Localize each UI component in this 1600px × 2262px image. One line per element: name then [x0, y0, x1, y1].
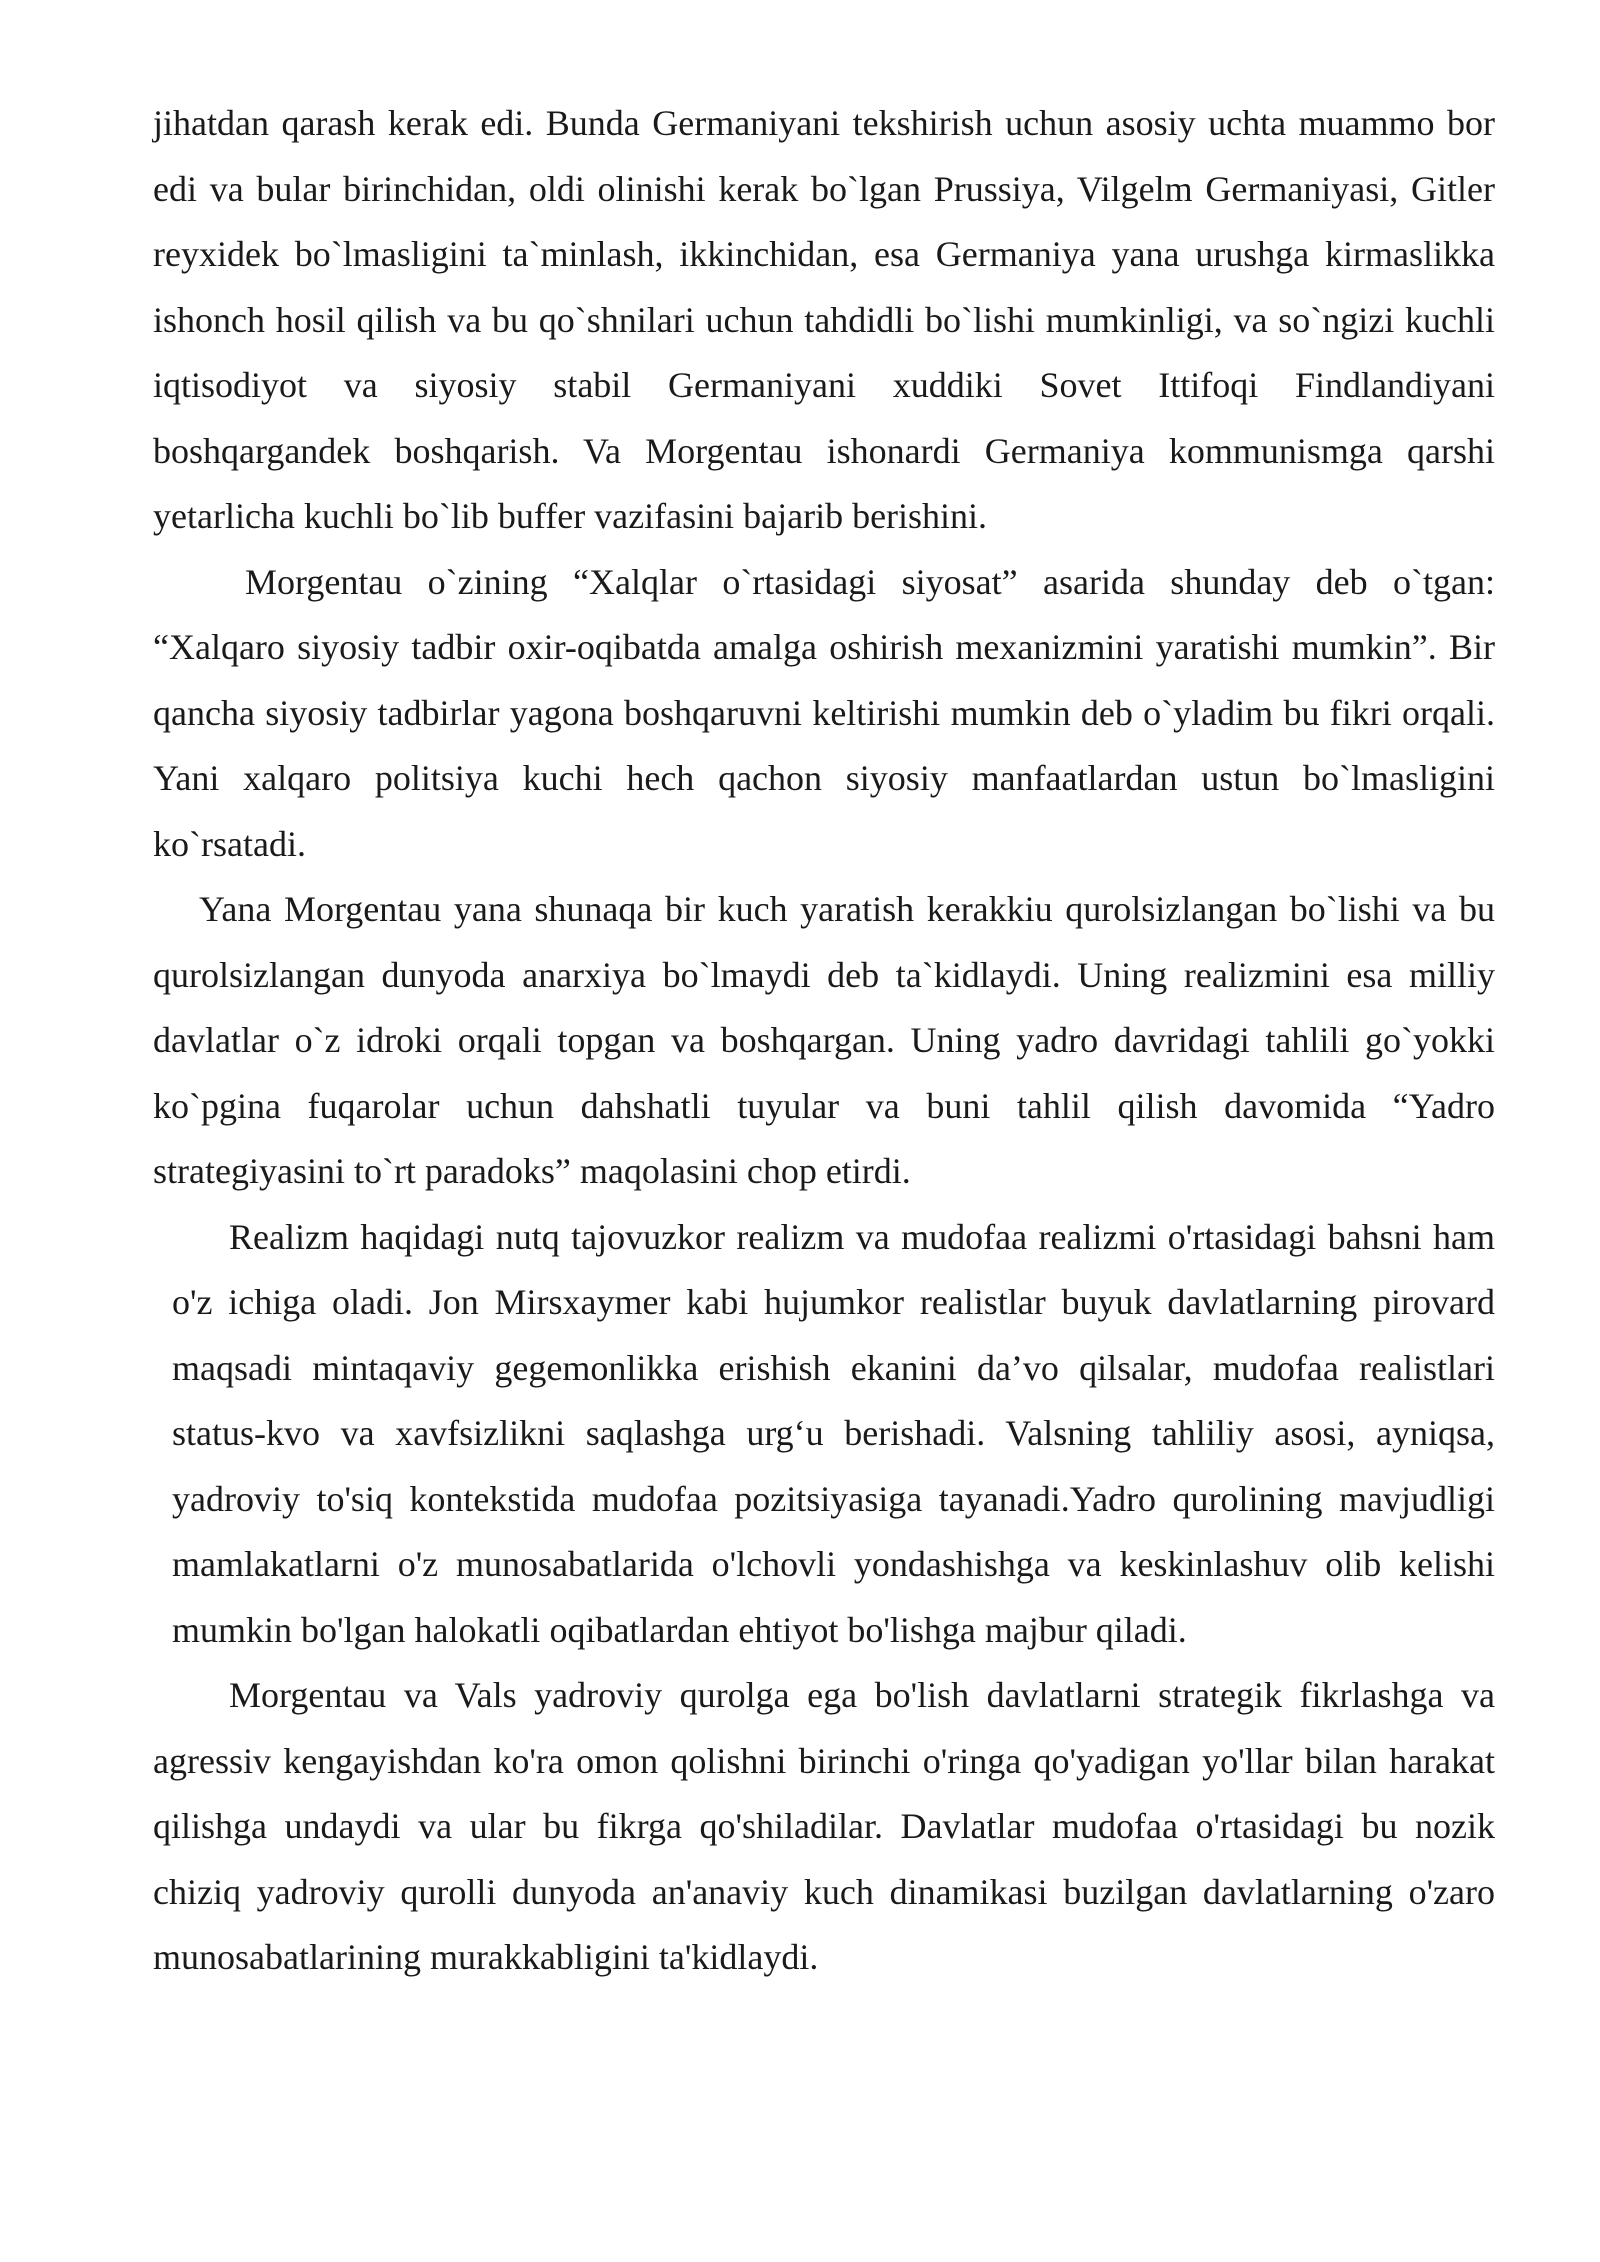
document-page — [153, 91, 1495, 1991]
paragraph-1: jihatdan qarash kerak edi. Bunda Germaniyani tekshirish uchun asosiy uchta muammo bor edi va bular birinchidan, oldi olinishi kerak bo`lgan Prussiya, Vilgelm Germaniyasi, Gitler reyxidek bo`lmasligini ta`minlash, ikkinchidan, esa Germaniya yana urushga kirmaslikka ishonch hosil qilish va bu qo`shnilari uchun tahdidli bo`lishi mumkinligi, va so`ngizi kuchli iqtisodiyot va siyosiy stabil Germaniyani xuddiki Sovet Ittifoqi Findlandiyani boshqargandek boshqarish. Va Morgentau ishonardi Germaniya kommunismga qarshi yetarlicha kuchli bo`lib buffer vazifasini bajarib berishini. — [153, 103, 1495, 536]
paragraph-3: Yana Morgentau yana shunaqa bir kuch yaratish kerakkiu qurolsizlangan bo`lishi va bu qurolsizlangan dunyoda anarxiya bo`lmaydi deb ta`kidlaydi. Uning realizmini esa milliy davlatlar o`z idroki orqali topgan va boshqargan. Uning yadro davridagi tahlili go`yokki ko`pgina fuqarolar uchun dahshatli tuyular va buni tahlil qilish davomida “Yadro strategiyasini to`rt paradoks” maqolasini chop etirdi. — [153, 889, 1495, 1191]
paragraph-4: Realizm haqidagi nutq tajovuzkor realizm va mudofaa realizmi o'rtasidagi bahsni ham o'z ichiga oladi. Jon Mirsxaymer kabi hujumkor realistlar buyuk davlatlarning pirovard maqsadi mintaqaviy gegemonlikka erishish ekanini da’vo qilsalar, mudofaa realistlari status-kvo va xavfsizlikni saqlashga urg‘u berishadi. Valsning tahliliy asosi, ayniqsa, yadroviy to'siq kontekstida mudofaa pozitsiyasiga tayanadi.Yadro qurolining mavjudligi mamlakatlarni o'z munosabatlarida o'lchovli yondashishga va keskinlashuv olib kelishi mumkin bo'lgan halokatli oqibatlardan ehtiyot bo'lishga majbur qiladi. — [172, 1216, 1495, 1650]
paragraph-5: Morgentau va Vals yadroviy qurolga ega bo'lish davlatlarni strategik fikrlashga va agressiv kengayishdan ko'ra omon qolishni birinchi o'ringa qo'yadigan yo'llar bilan harakat qilishga undaydi va ular bu fikrga qo'shiladilar. Davlatlar mudofaa o'rtasidagi bu nozik chiziq yadroviy qurolli dunyoda an'anaviy kuch dinamikasi buzilgan davlatlarning o'zaro munosabatlarining murakkabligini ta'kidlaydi. — [153, 1675, 1495, 1977]
paragraph-2: Morgentau o`zining “Xalqlar o`rtasidagi siyosat” asarida shunday deb o`tgan: “Xalqaro siyosiy tadbir oxir-oqibatda amalga oshirish mexanizmini yaratishi mumkin”. Bir qancha siyosiy tadbirlar yagona boshqaruvni keltirishi mumkin deb o`yladim bu fikri orqali. Yani xalqaro politsiya kuchi hech qachon siyosiy manfaatlardan ustun bo`lmasligini ko`rsatadi. — [153, 561, 1495, 864]
